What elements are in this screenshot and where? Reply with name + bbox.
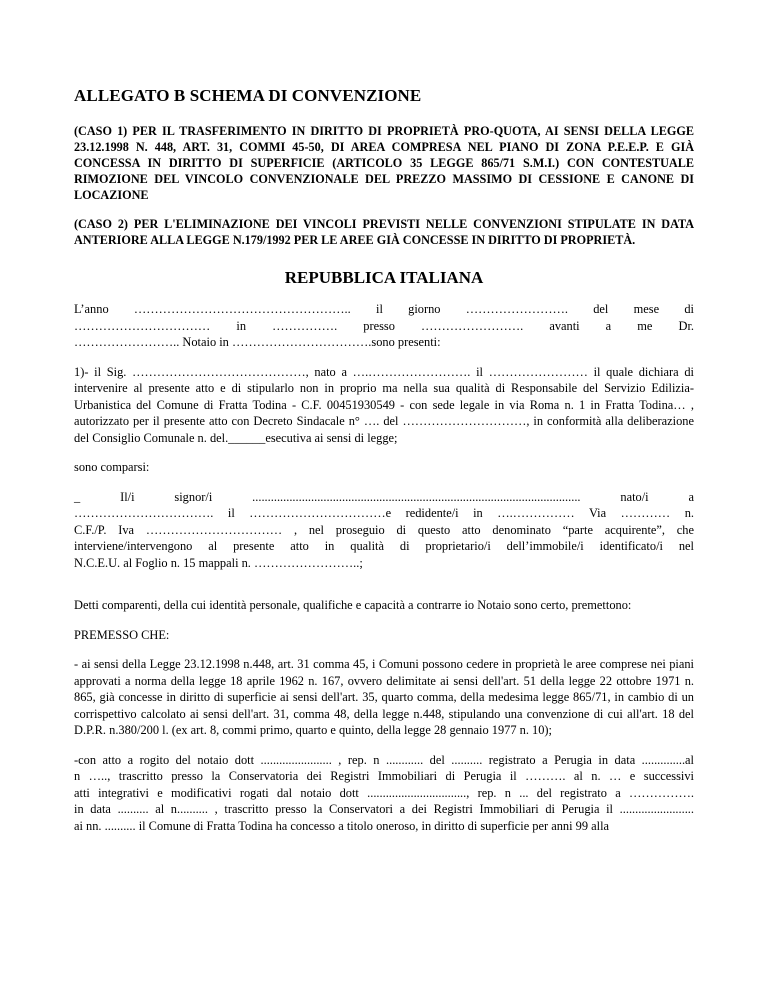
- document-title: ALLEGATO B SCHEMA DI CONVENZIONE: [74, 86, 422, 105]
- intro-line: L’anno …………………………………………….. il giorno ……………………. del mese di: [74, 302, 694, 316]
- buyer-line: ……………………………. il ……………………………e redidente/i in ….…………… Via ………… n.: [74, 506, 694, 520]
- republic-heading: REPUBBLICA ITALIANA: [284, 268, 484, 287]
- caso-2-heading: (CASO 2) PER L'ELIMINAZIONE DEI VINCOLI PREVISTI NELLE CONVENZIONI STIPULATE IN DATA ANTERIORE ALLA LEGGE N.179/1992 PER LE AREE GIÀ CONCESSE IN DIRITTO DI PROPRIETÀ.: [74, 217, 694, 247]
- representative-paragraph: 1)- il Sig. ……………………………………, nato a ….……………………. il …………………… il quale dichiara di intervenire al presente atto e di stipularlo non in proprio ma nella sua qualità di Responsabile del Servizio Edilizia-Urbanistica del Comune di Fratta Todina - C.F. 00451930549 - con sede legale in via Roma n. 1 in Fratta Todina… , autorizzato per il presente atto con Decreto Sindacale n° …. del …………………………, in conformità alla deliberazione del Consiglio Comunale n. del.______esecutiva ai sensi di legge;: [74, 364, 694, 445]
- deed-line: n ….., trascritto presso la Conservatoria dei Registri Immobiliari di Perugia il ………. al n. … e successivi: [74, 769, 694, 783]
- buyer-paragraph: [74, 489, 694, 572]
- comparenti-paragraph: Detti comparenti, della cui identità personale, qualifiche e capacità a contrarre io Notaio sono certo, premettono:: [74, 598, 632, 612]
- intro-line: …………………………… in ……………. presso ……………………. avanti a me Dr.: [74, 318, 694, 333]
- deed-paragraph: [74, 752, 694, 835]
- deed-line: atti integrativi e modificativi rogati dal notaio dott ................................, rep. n ... del registrato a …………….: [74, 785, 694, 800]
- deed-line: ai nn. .......... il Comune di Fratta Todina ha concesso a titolo oneroso, in diritto di superficie per anni 99 alla: [74, 818, 610, 833]
- sono-comparsi-text: sono comparsi:: [74, 460, 150, 474]
- buyer-line: _ Il/i signor/i .......................................................................................................... nato/i a: [74, 489, 694, 504]
- intro-line: …………………….. Notaio in …………………………….sono presenti:: [74, 335, 441, 349]
- deed-line: -con atto a rogito del notaio dott ....................... , rep. n ............ del .......... registrato a Perugia in data ..............al: [74, 752, 694, 767]
- buyer-line: interviene/intervengono al presente atto in qualità di proprietario/i dell’immobile/i identificato/i nel: [74, 539, 694, 553]
- intro-paragraph: [74, 301, 694, 351]
- legal-basis-paragraph: - ai sensi della Legge 23.12.1998 n.448, art. 31 comma 45, i Comuni possono cedere in proprietà le aree comprese nei piani approvati a norma della legge 18 aprile 1962 n. 167, ovvero delimitate ai sensi dell'art. 51 della legge 22 ottobre 1971 n. 865, già concesse in diritto di superficie ai sensi dell'art. 35, quarto comma, della medesima legge 865/71, in cambio di un corrispettivo calcolato ai sensi dell'art. 31, comma 48, della legge n.448, stipulando una convenzione di cui all'art. 18 del D.P.R. n.380/200 l. (ex art. 8, commi primo, quarto e quinto, della legge 28 gennaio 1977 n. 10);: [74, 657, 694, 737]
- buyer-line: C.F./P. Iva …………………………… , nel proseguio di questo atto denominato “parte acquirente”, che: [74, 522, 694, 537]
- premesso-heading: PREMESSO CHE:: [74, 627, 170, 642]
- buyer-line: N.C.E.U. al Foglio n. 15 mappali n. ……………………..;: [74, 555, 363, 570]
- caso-1-heading: (CASO 1) PER IL TRASFERIMENTO IN DIRITTO DI PROPRIETÀ PRO-QUOTA, AI SENSI DELLA LEGGE 23.12.1998 N. 448, ART. 31, COMMI 45-50, DI AREA COMPRESA NEL PIANO DI ZONA P.E.E.P. E GIÀ CONCESSA IN DIRITTO DI SUPERFICIE (ARTICOLO 35 LEGGE 865/71 S.M.I.) CON CONTESTUALE RIMOZIONE DEL VINCOLO CONVENZIONALE DEL PREZZO MASSIMO DI CESSIONE E CANONE DI LOCAZIONE: [74, 124, 694, 202]
- deed-line: in data .......... al n.......... , trascritto presso la Conservatori a dei Registri Immobiliari di Perugia il ........................: [74, 802, 694, 816]
